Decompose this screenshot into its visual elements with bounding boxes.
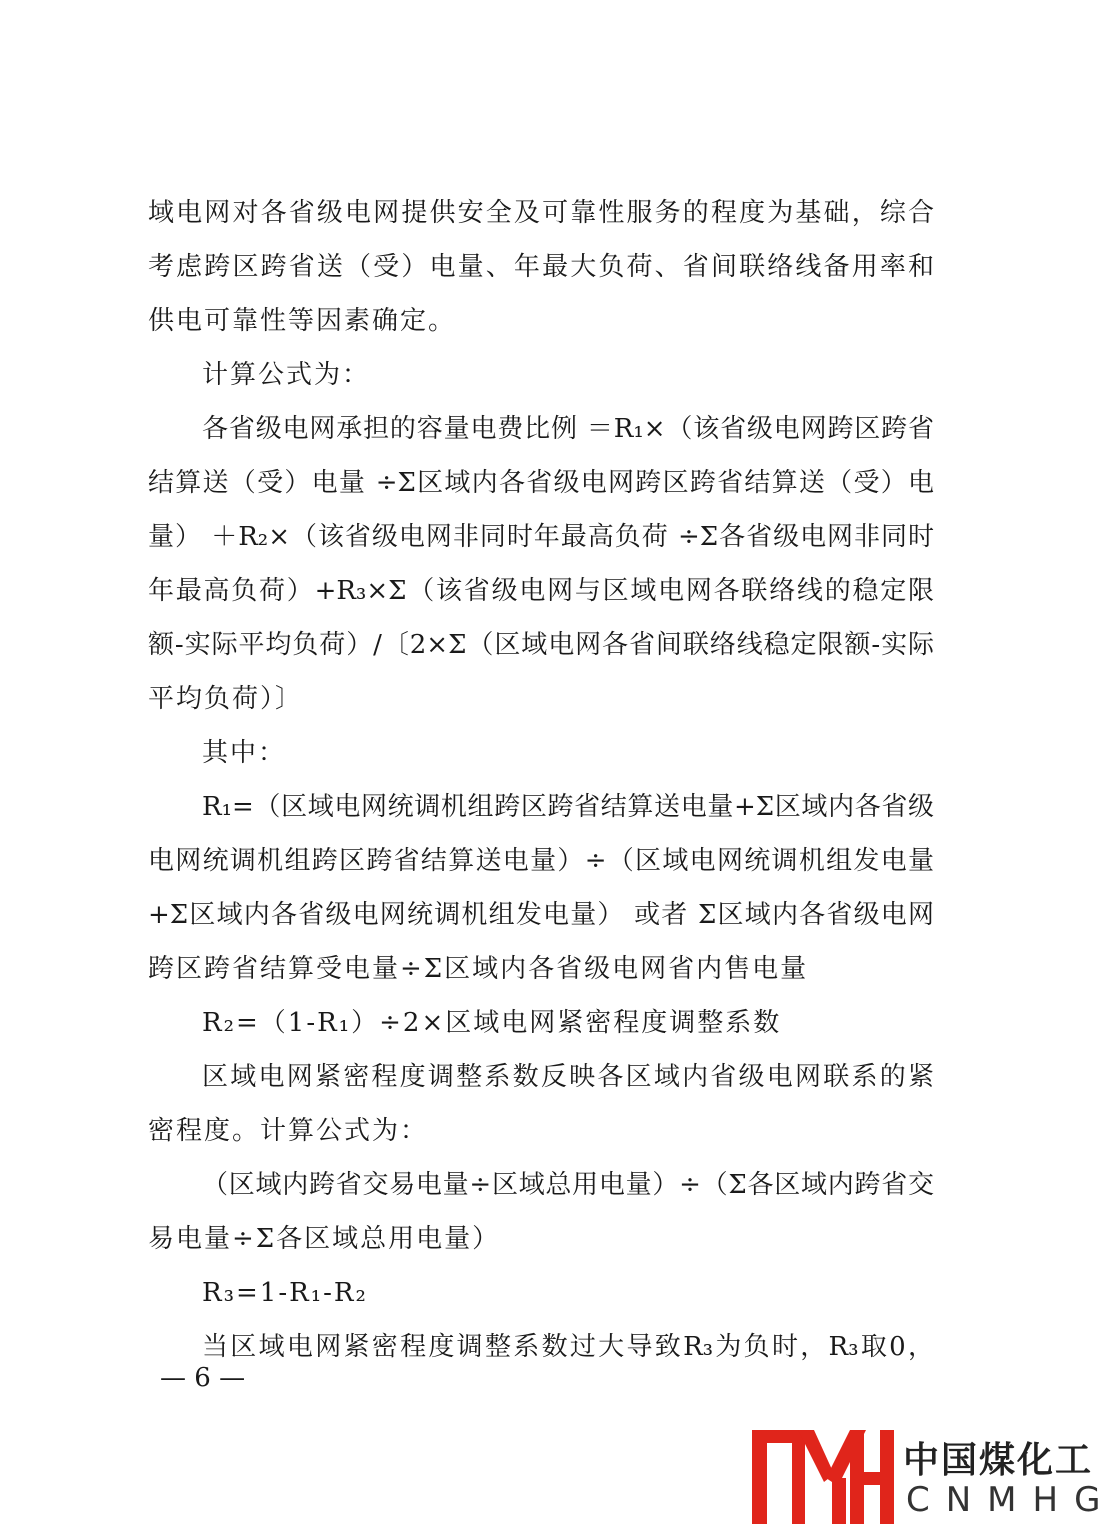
logo-icon xyxy=(748,1426,898,1527)
watermark-english: CNMHG xyxy=(906,1480,1116,1520)
text-line: 计算公式为： xyxy=(202,360,371,390)
text-line: 易电量÷Σ各区域总用电量） xyxy=(148,1224,501,1254)
text-line: （区域内跨省交易电量÷区域总用电量）÷（Σ各区域内跨省交 xyxy=(202,1170,934,1200)
text-line: 量） ＋R₂×（该省级电网非同时年最高负荷 ÷Σ各省级电网非同时 xyxy=(148,522,934,552)
text-line: 当区域电网紧密程度调整系数过大导致R₃为负时，R₃取0， xyxy=(202,1332,934,1362)
text-line: R₁=（区域电网统调机组跨区跨省结算送电量+Σ区域内各省级 xyxy=(202,792,934,822)
text-line: 各省级电网承担的容量电费比例 ＝R₁×（该省级电网跨区跨省 xyxy=(202,414,934,444)
text-line: 密程度。计算公式为： xyxy=(148,1116,429,1146)
text-line: 年最高负荷）+R₃×Σ（该省级电网与区域电网各联络线的稳定限 xyxy=(148,576,934,606)
text-line: 结算送（受）电量 ÷Σ区域内各省级电网跨区跨省结算送（受）电 xyxy=(148,468,934,498)
text-line: 考虑跨区跨省送（受）电量、年最大负荷、省间联络线备用率和 xyxy=(148,252,934,282)
watermark-chinese: 中国煤化工 xyxy=(903,1440,1094,1481)
watermark xyxy=(748,1426,1116,1527)
text-line: +Σ区域内各省级电网统调机组发电量） 或者 Σ区域内各省级电网 xyxy=(148,900,934,930)
text-line: 电网统调机组跨区跨省结算送电量）÷（区域电网统调机组发电量 xyxy=(148,846,934,876)
text-line: R₂=（1-R₁）÷2×区域电网紧密程度调整系数 xyxy=(202,1008,782,1038)
text-line: 供电可靠性等因素确定。 xyxy=(148,306,457,336)
text-line: 额-实际平均负荷）/〔2×Σ（区域电网各省间联络线稳定限额-实际 xyxy=(148,630,934,660)
text-line: 平均负荷）〕 xyxy=(148,684,304,714)
page-number: — 6 — xyxy=(160,1363,246,1393)
text-line: 跨区跨省结算受电量÷Σ区域内各省级电网省内售电量 xyxy=(148,954,809,984)
text-line: R₃=1-R₁-R₂ xyxy=(202,1278,368,1308)
text-line: 区域电网紧密程度调整系数反映各区域内省级电网联系的紧 xyxy=(202,1062,934,1092)
text-line: 其中： xyxy=(202,738,287,768)
text-line: 域电网对各省级电网提供安全及可靠性服务的程度为基础，综合 xyxy=(148,198,934,228)
